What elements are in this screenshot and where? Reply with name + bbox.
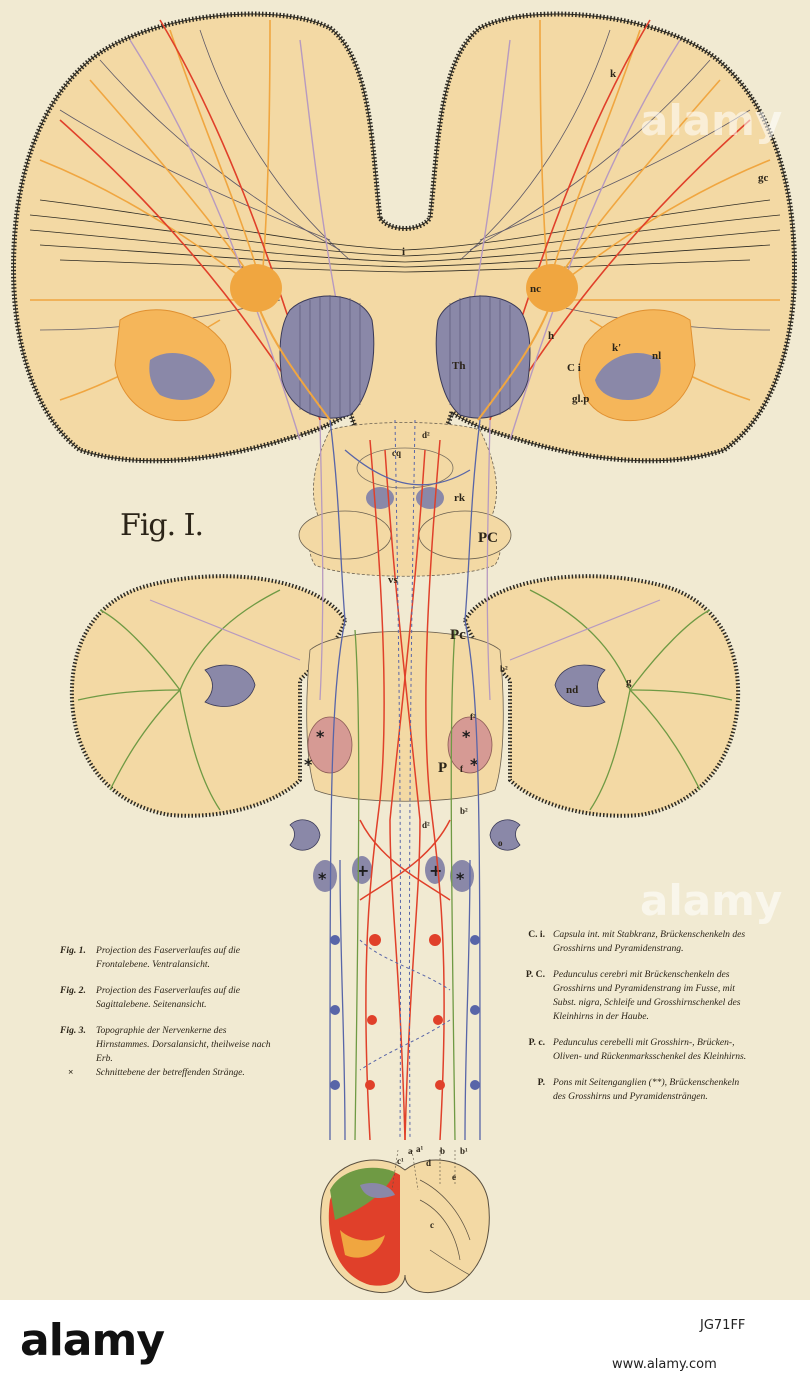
watermark-overlay: alamy	[640, 876, 783, 925]
caudate-nucleus-left	[230, 264, 282, 312]
label-h: h	[548, 330, 555, 342]
legend-key: P. C.	[525, 969, 545, 980]
legend-left-item	[60, 1024, 280, 1066]
label-i: i	[402, 246, 406, 258]
svg-text:*: *	[470, 755, 479, 774]
alamy-logo: alamy	[20, 1315, 164, 1366]
label-vs: vs	[388, 574, 398, 586]
label-rk: rk	[454, 492, 465, 504]
legend-key: C. i.	[528, 929, 545, 940]
legend-text: Projection des Faserverlaufes auf die Sagittalebene. Seitenansicht.	[96, 985, 241, 1010]
legend-text: Pedunculus cerebri mit Brückenschenkeln des Grosshirns und Pyramidenstrang im Fusse, mit Subst. nigra, Schleife und Grosshirnschenkel des Kleinhirns in der Haube.	[553, 969, 741, 1022]
watermark-overlay: alamy	[640, 96, 783, 145]
legend-key: ×	[68, 1067, 74, 1078]
image-id: JG71FF	[700, 1318, 746, 1333]
legend-text: Pedunculus cerebelli mit Grosshirn-, Brücken-, Oliven- und Rückenmarksschenkel des Kleinhirns.	[553, 1037, 747, 1062]
legend-text: Projection des Faserverlaufes auf die Frontalebene. Ventralansicht.	[96, 945, 241, 970]
svg-text:*: *	[318, 869, 327, 888]
legend-right-item	[500, 968, 750, 1024]
legend-text: Topographie der Nervenkerne des Hirnstammes. Dorsalansicht, theilweise nach Erb.	[96, 1025, 271, 1064]
label-c1: c¹	[397, 1156, 404, 1166]
legend-right-item	[500, 1076, 750, 1104]
legend-key: Fig. 3.	[60, 1025, 86, 1036]
legend-text: Schnittebene der betreffenden Stränge.	[96, 1067, 245, 1078]
svg-text:*: *	[456, 869, 465, 888]
watermark-url: www.alamy.com	[612, 1357, 717, 1372]
label-c: c	[430, 1220, 434, 1230]
label-cq: cq	[392, 448, 401, 458]
label-d2-top: d²	[422, 430, 430, 440]
pontine-nucleus-left	[308, 717, 352, 773]
label-e: e	[452, 1172, 456, 1182]
label-p: P	[438, 760, 448, 776]
label-o: o	[498, 838, 503, 848]
label-d: d	[426, 1158, 432, 1168]
legend-text: Capsula int. mit Stabkranz, Brückenschenkeln des Grosshirns und Pyramidenstrang.	[553, 929, 746, 954]
svg-text:*: *	[462, 727, 471, 746]
label-f: f	[460, 764, 463, 774]
label-k: k	[610, 68, 617, 80]
label-th: Th	[452, 360, 466, 372]
legend-right-item	[500, 1036, 750, 1064]
label-nl: nl	[652, 350, 662, 362]
legend-left-item	[60, 984, 280, 1012]
svg-text:*: *	[316, 727, 325, 746]
legend-right	[500, 928, 750, 1116]
svg-text:*: *	[304, 755, 313, 774]
legend-key: P.	[537, 1077, 545, 1088]
label-b2-mid: b²	[460, 806, 468, 816]
svg-text:+: +	[429, 861, 443, 880]
legend-key: P. c.	[528, 1037, 545, 1048]
legend-text: Pons mit Seitenganglien (**), Brückenschenkeln des Grosshirns und Pyramidensträngen.	[553, 1077, 740, 1102]
label-a: a	[408, 1146, 413, 1156]
svg-text:+: +	[356, 861, 370, 880]
label-pc-upper: PC	[478, 530, 498, 546]
legend-key: Fig. 1.	[60, 945, 86, 956]
figure-title: Fig. I.	[120, 508, 204, 543]
olives	[290, 820, 520, 892]
label-nd: nd	[566, 684, 579, 696]
label-k-prime: k'	[612, 342, 622, 354]
label-g: g	[626, 676, 632, 688]
cerebrum	[14, 14, 795, 462]
midbrain	[299, 423, 511, 577]
label-d2-mid: d²	[422, 820, 430, 830]
legend-right-item	[500, 928, 750, 956]
label-f2: f²	[470, 712, 476, 722]
label-b2-top: b²	[500, 664, 508, 674]
label-pc-lower: Pc	[450, 627, 466, 643]
spinal-cord-section	[321, 1150, 490, 1293]
cerebellum-right-hemisphere	[465, 576, 738, 816]
label-b1: b¹	[460, 1146, 468, 1156]
legend-left-item	[60, 944, 280, 972]
legend-left-item	[60, 1066, 280, 1080]
legend-key: Fig. 2.	[60, 985, 86, 996]
legend-left	[60, 944, 280, 1092]
label-gc: gc	[758, 172, 769, 184]
cerebellum-left-hemisphere	[72, 576, 345, 816]
label-a1: a¹	[416, 1144, 424, 1154]
label-ci: C i	[567, 362, 581, 374]
label-nc: nc	[530, 283, 541, 295]
label-b: b	[440, 1146, 446, 1156]
label-glp: gl.p	[572, 393, 590, 405]
